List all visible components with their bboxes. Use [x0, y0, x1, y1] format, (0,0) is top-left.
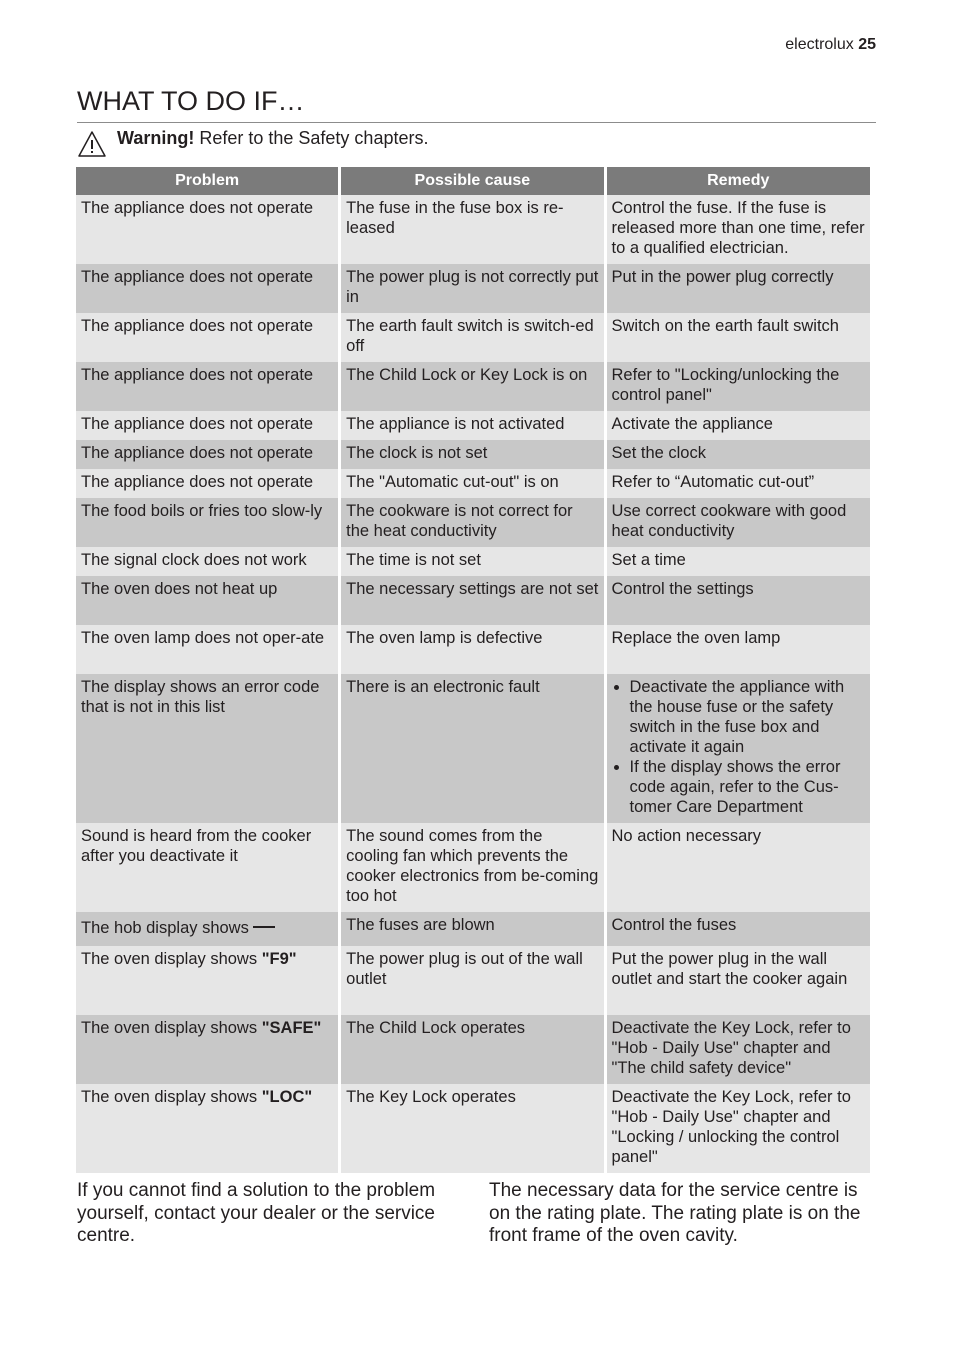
cell-problem [76, 912, 338, 946]
column-header-problem: Problem [76, 167, 338, 195]
table-row [76, 498, 870, 547]
table-row [76, 440, 870, 469]
page-title: WHAT TO DO IF… [77, 86, 305, 116]
column-header-cause: Possible cause [341, 167, 603, 195]
cell-problem [76, 498, 338, 547]
table-row [76, 264, 870, 313]
cell-cause: The cookware is not correct for the heat conductivity [341, 498, 603, 547]
problem-text: The appliance does not operate [81, 317, 314, 335]
problem-text: The appliance does not operate [81, 473, 314, 491]
cell-cause: The fuses are blown [341, 912, 603, 946]
warning-notice [77, 128, 428, 158]
cell-remedy [607, 674, 870, 823]
cell-remedy: No action necessary [607, 823, 870, 912]
problem-text: The signal clock does not work [81, 551, 307, 569]
problem-text: The food boils or fries too slow-ly [81, 502, 323, 520]
table-row [76, 313, 870, 362]
cell-remedy: Put in the power plug correctly [607, 264, 870, 313]
cell-remedy: Activate the appliance [607, 411, 870, 440]
table-row [76, 823, 870, 912]
table-row [76, 195, 870, 264]
cell-remedy: Control the fuse. If the fuse is released more than one time, refer to a qualified electrician. [607, 195, 870, 264]
cell-cause: The power plug is out of the wall outlet [341, 946, 603, 1015]
cell-remedy: Put the power plug in the wall outlet and start the cooker again [607, 946, 870, 1015]
cell-remedy: Use correct cookware with good heat conductivity [607, 498, 870, 547]
cell-cause: The sound comes from the cooling fan which prevents the cooker electronics from be-coming too hot [341, 823, 603, 912]
cell-cause: The earth fault switch is switch-ed off [341, 313, 603, 362]
cell-cause: The appliance is not activated [341, 411, 603, 440]
cell-cause: The Child Lock operates [341, 1015, 603, 1084]
cell-cause: The fuse in the fuse box is re-leased [341, 195, 603, 264]
footer-text-right: The necessary data for the service centre is on the rating plate. The rating plate is on the front frame of the oven cavity. [489, 1180, 861, 1246]
table-row [76, 469, 870, 498]
table-row [76, 362, 870, 411]
column-header-remedy: Remedy [607, 167, 870, 195]
cell-remedy: Control the fuses [607, 912, 870, 946]
cell-remedy: Refer to "Locking/unlocking the control panel" [607, 362, 870, 411]
table-row [76, 576, 870, 625]
cell-problem [76, 264, 338, 313]
cell-problem [76, 1084, 338, 1173]
table-row [76, 674, 870, 823]
remedy-list-item: • Deactivate the appliance with the house fuse or the safety switch in the fuse box and activate it again [630, 677, 865, 757]
warning-label: Warning! [117, 128, 195, 148]
problem-text: The appliance does not operate [81, 444, 314, 462]
cell-problem [76, 313, 338, 362]
cell-cause: The clock is not set [341, 440, 603, 469]
cell-problem [76, 195, 338, 264]
title-divider [77, 122, 876, 123]
problem-text: The oven display shows [81, 1088, 258, 1106]
cell-cause: The Child Lock or Key Lock is on [341, 362, 603, 411]
problem-text: Sound is heard from the cooker after you deactivate it [81, 827, 312, 865]
page-number: 25 [858, 36, 876, 53]
table-row [76, 625, 870, 674]
cell-problem [76, 1015, 338, 1084]
display-code: "F9" [261, 950, 297, 968]
table-row [76, 1015, 870, 1084]
cell-remedy: Deactivate the Key Lock, refer to "Hob - Daily Use" chapter and "The child safety device" [607, 1015, 870, 1084]
problem-text: The oven display shows [81, 950, 258, 968]
cell-problem [76, 823, 338, 912]
problem-text: The oven display shows [81, 1019, 258, 1037]
cell-cause: The necessary settings are not set [341, 576, 603, 625]
dash-symbol-icon [253, 926, 275, 928]
warning-triangle-icon [77, 130, 107, 158]
cell-problem [76, 576, 338, 625]
cell-cause: The power plug is not correctly put in [341, 264, 603, 313]
table-row [76, 912, 870, 946]
problem-text: The appliance does not operate [81, 199, 314, 217]
cell-remedy: Replace the oven lamp [607, 625, 870, 674]
problem-text: The oven lamp does not oper-ate [81, 629, 325, 647]
cell-remedy: Set the clock [607, 440, 870, 469]
cell-remedy: Refer to “Automatic cut-out” [607, 469, 870, 498]
warning-text: Refer to the Safety chapters. [199, 128, 429, 148]
cell-cause: There is an electronic fault [341, 674, 603, 823]
remedy-list-item: • If the display shows the error code again, refer to the Cus-tomer Care Department [630, 757, 865, 817]
cell-cause: The Key Lock operates [341, 1084, 603, 1173]
cell-problem [76, 411, 338, 440]
cell-problem [76, 440, 338, 469]
display-code: "LOC" [261, 1088, 313, 1106]
cell-problem [76, 547, 338, 576]
problem-text: The appliance does not operate [81, 415, 314, 433]
problem-text: The oven does not heat up [81, 580, 278, 598]
cell-problem [76, 946, 338, 1015]
table-row [76, 411, 870, 440]
troubleshooting-table [73, 167, 873, 1173]
problem-text: The display shows an error code that is not in this list [81, 678, 320, 716]
cell-remedy: Set a time [607, 547, 870, 576]
cell-problem [76, 362, 338, 411]
cell-remedy: Deactivate the Key Lock, refer to "Hob - Daily Use" chapter and "Locking / unlocking the control panel" [607, 1084, 870, 1173]
table-row [76, 1084, 870, 1173]
problem-text: The appliance does not operate [81, 268, 314, 286]
table-header-row [76, 167, 870, 195]
problem-text: The appliance does not operate [81, 366, 314, 384]
cell-problem [76, 674, 338, 823]
cell-remedy: Switch on the earth fault switch [607, 313, 870, 362]
footer-text-left: If you cannot find a solution to the problem yourself, contact your dealer or the service centre. [77, 1180, 436, 1246]
cell-problem [76, 469, 338, 498]
cell-problem [76, 625, 338, 674]
problem-text: The hob display shows [81, 919, 249, 937]
brand-name: electrolux [785, 36, 854, 53]
cell-cause: The "Automatic cut-out" is on [341, 469, 603, 498]
cell-cause: The oven lamp is defective [341, 625, 603, 674]
cell-cause: The time is not set [341, 547, 603, 576]
remedy-list [612, 677, 865, 817]
display-code: "SAFE" [261, 1019, 322, 1037]
table-body [76, 195, 870, 1173]
table-row [76, 547, 870, 576]
table-row [76, 946, 870, 1015]
cell-remedy: Control the settings [607, 576, 870, 625]
page-header [785, 36, 876, 54]
